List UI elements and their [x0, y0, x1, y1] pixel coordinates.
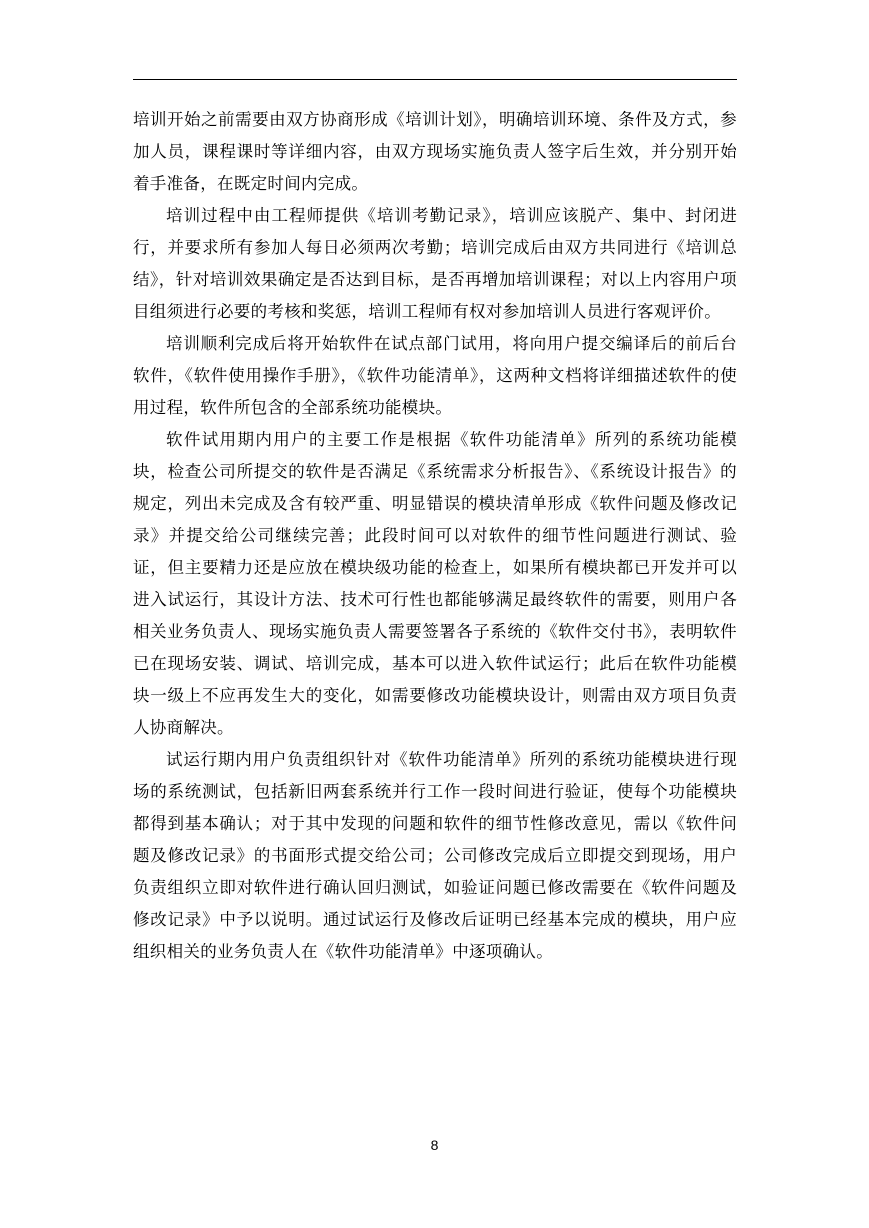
paragraph-5: 试运行期内用户负责组织针对《软件功能清单》所列的系统功能模块进行现场的系统测试，包括新旧两套系统并行工作一段时间进行验证，使每个功能模块都得到基本确认；对于其中发现的问题和软件的细节性修改意见，需以《软件问题及修改记录》的书面形式提交给公司；公司修改完成后立即提交到现场，用户负责组织立即对软件进行确认回归测试，如验证问题已修改需要在《软件问题及修改记录》中予以说明。通过试运行及修改后证明已经基本完成的模块，用户应组织相关的业务负责人在《软件功能清单》中逐项确认。	[133, 750, 737, 961]
body-text	[133, 104, 737, 968]
header-rule	[133, 79, 737, 80]
page-number: 8	[430, 1137, 439, 1153]
paragraph-1: 培训开始之前需要由双方协商形成《培训计划》，明确培训环境、条件及方式，参加人员，课程课时等详细内容，由双方现场实施负责人签字后生效，并分别开始着手准备，在既定时间内完成。	[133, 110, 737, 193]
paragraph-2: 培训过程中由工程师提供《培训考勤记录》，培训应该脱产、集中、封闭进行，并要求所有参加人每日必须两次考勤；培训完成后由双方共同进行《培训总结》，针对培训效果确定是否达到目标，是否再增加培训课程；对以上内容用户项目组须进行必要的考核和奖惩，培训工程师有权对参加培训人员进行客观评价。	[133, 206, 737, 321]
paragraph-4: 软件试用期内用户的主要工作是根据《软件功能清单》所列的系统功能模块，检查公司所提交的软件是否满足《系统需求分析报告》、《系统设计报告》的规定，列出未完成及含有较严重、明显错误的模块清单形成《软件问题及修改记录》并提交给公司继续完善；此段时间可以对软件的细节性问题进行测试、验证，但主要精力还是应放在模块级功能的检查上，如果所有模块都已开发并可以进入试运行，其设计方法、技术可行性也都能够满足最终软件的需要，则用户各相关业务负责人、现场实施负责人需要签署各子系统的《软件交付书》，表明软件已在现场安装、调试、培训完成，基本可以进入软件试运行；此后在软件功能模块一级上不应再发生大的变化，如需要修改功能模块设计，则需由双方项目负责人协商解决。	[133, 430, 737, 737]
paragraph-3: 培训顺利完成后将开始软件在试点部门试用，将向用户提交编译后的前后台软件，《软件使用操作手册》，《软件功能清单》，这两种文档将详细描述软件的使用过程，软件所包含的全部系统功能模块。	[133, 334, 737, 417]
